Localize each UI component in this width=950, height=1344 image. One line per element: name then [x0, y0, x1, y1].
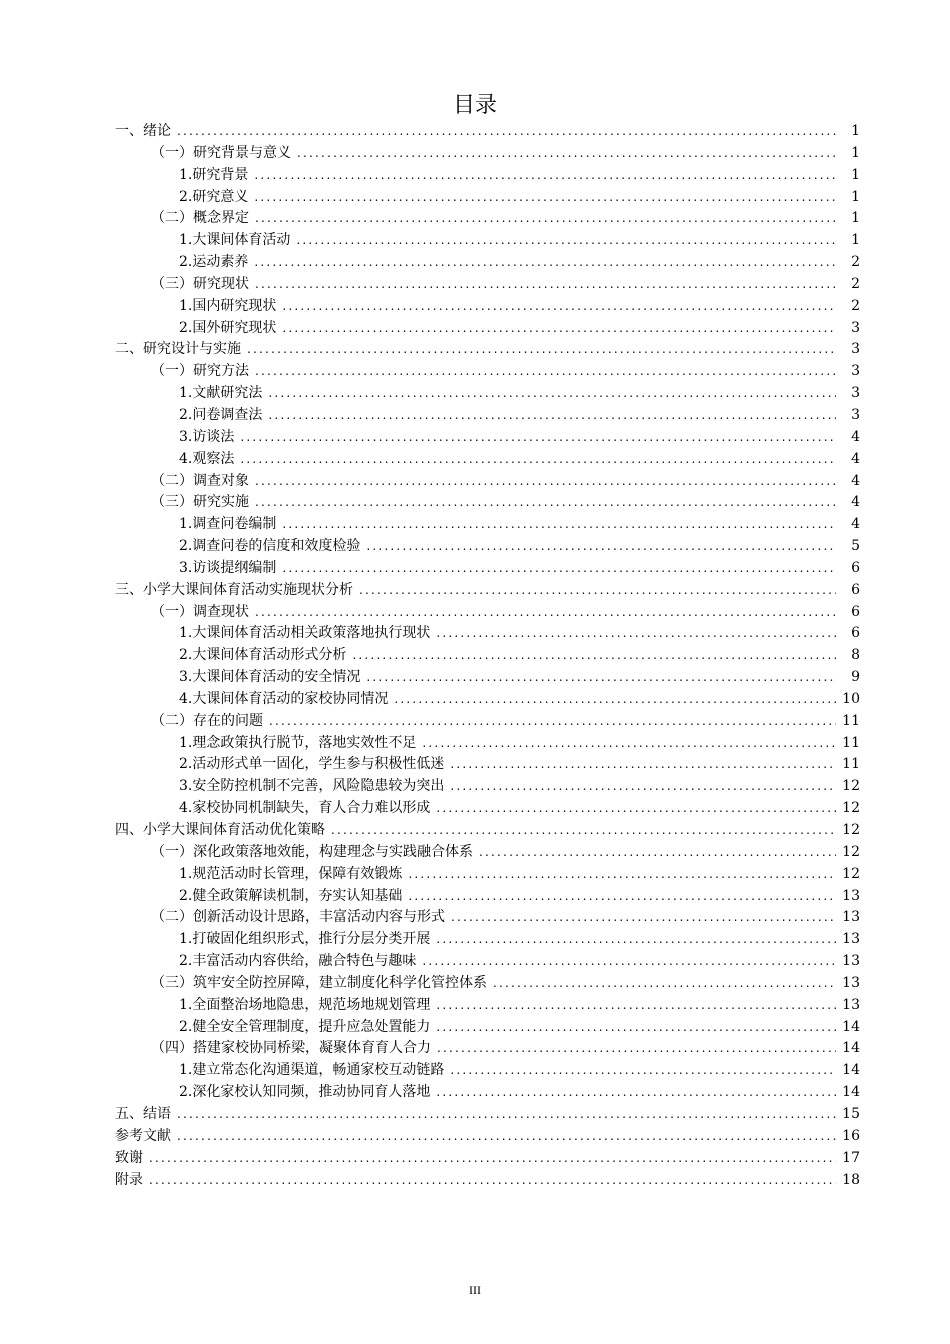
- toc-entry-title: （三）研究现状: [151, 275, 249, 292]
- toc-dot-leader: [254, 165, 836, 187]
- toc-entry-title: （一）深化政策落地效能，构建理念与实践融合体系: [151, 843, 473, 860]
- toc-entry-page-number: 8: [851, 647, 860, 664]
- toc-entry-page-number: 9: [851, 669, 860, 686]
- toc-entry[interactable]: [115, 1126, 860, 1148]
- toc-entry[interactable]: [115, 121, 860, 143]
- toc-entry-title: 1.大课间体育活动相关政策落地执行现状: [179, 625, 431, 642]
- toc-entry[interactable]: [115, 580, 860, 602]
- toc-entry[interactable]: [115, 449, 860, 471]
- toc-entry[interactable]: [115, 798, 860, 820]
- toc-entry-title: 2.活动形式单一固化，学生参与积极性低迷: [179, 756, 445, 773]
- toc-dot-leader: [296, 230, 836, 252]
- toc-entry[interactable]: [115, 187, 860, 209]
- toc-entry[interactable]: [115, 711, 860, 733]
- toc-entry-title: 致谢: [115, 1149, 143, 1166]
- toc-entry[interactable]: [115, 471, 860, 493]
- toc-entry-page-number: 12: [842, 800, 860, 817]
- toc-dot-leader: [240, 449, 836, 471]
- toc-entry-page-number: 12: [842, 778, 860, 795]
- toc-entry-page-number: 15: [842, 1105, 860, 1122]
- toc-entry-title: 3.安全防控机制不完善，风险隐患较为突出: [179, 778, 445, 795]
- toc-entry-title: 2.健全政策解读机制，夯实认知基础: [179, 887, 403, 904]
- toc-entry[interactable]: [115, 536, 860, 558]
- toc-entry[interactable]: [115, 951, 860, 973]
- toc-entry[interactable]: [115, 623, 860, 645]
- toc-entry-title: 1.规范活动时长管理，保障有效锻炼: [179, 865, 403, 882]
- toc-entry-page-number: 4: [851, 494, 860, 511]
- toc-dot-leader: [450, 776, 836, 798]
- toc-entry[interactable]: [115, 339, 860, 361]
- toc-entry-page-number: 4: [851, 450, 860, 467]
- toc-dot-leader: [268, 405, 836, 427]
- toc-entry[interactable]: [115, 1170, 860, 1192]
- toc-dot-leader: [436, 995, 836, 1017]
- toc-entry[interactable]: [115, 733, 860, 755]
- toc-entry-page-number: 5: [851, 538, 860, 555]
- toc-dot-leader: [240, 427, 836, 449]
- toc-dot-leader: [436, 798, 836, 820]
- toc-entry-page-number: 4: [851, 428, 860, 445]
- toc-entry-page-number: 13: [842, 909, 860, 926]
- toc-entry-title: （一）研究方法: [151, 363, 249, 380]
- toc-entry-title: （二）创新活动设计思路，丰富活动内容与形式: [151, 909, 445, 926]
- toc-entry-page-number: 6: [851, 559, 860, 576]
- toc-entry-page-number: 1: [851, 166, 860, 183]
- toc-entry-title: 2.健全安全管理制度，提升应急处置能力: [179, 1018, 431, 1035]
- toc-entry[interactable]: [115, 602, 860, 624]
- toc-entry[interactable]: [115, 405, 860, 427]
- page-title: 目录: [452, 93, 497, 118]
- toc-entry-title: 1.全面整治场地隐患，规范场地规划管理: [179, 996, 431, 1013]
- toc-entry[interactable]: [115, 1038, 860, 1060]
- toc-dot-leader: [269, 711, 836, 733]
- toc-entry-title: 四、小学大课间体育活动优化策略: [115, 822, 325, 838]
- toc-entry-page-number: 1: [851, 123, 860, 139]
- toc-entry-title: （一）调查现状: [151, 603, 249, 620]
- toc-entry[interactable]: [115, 383, 860, 405]
- toc-entry-title: 2.研究意义: [179, 188, 249, 205]
- toc-dot-leader: [282, 514, 836, 536]
- toc-entry-page-number: 3: [851, 385, 860, 402]
- toc-dot-leader: [255, 361, 836, 383]
- toc-entry[interactable]: [115, 973, 860, 995]
- toc-entry-title: 1.打破固化组织形式，推行分层分类开展: [179, 931, 431, 948]
- toc-entry[interactable]: [115, 274, 860, 296]
- toc-dot-leader: [359, 580, 836, 602]
- toc-entry[interactable]: [115, 143, 860, 165]
- toc-entry-title: （四）搭建家校协同桥梁，凝聚体育育人合力: [151, 1040, 431, 1057]
- toc-dot-leader: [436, 1082, 836, 1104]
- toc-entry[interactable]: [115, 864, 860, 886]
- toc-entry-page-number: 12: [842, 822, 860, 838]
- toc-entry[interactable]: [115, 1082, 860, 1104]
- toc-entry-page-number: 13: [842, 974, 860, 991]
- toc-entry[interactable]: [115, 230, 860, 252]
- toc-dot-leader: [451, 907, 836, 929]
- toc-entry-page-number: 1: [851, 144, 860, 161]
- toc-entry-title: 1.理念政策执行脱节，落地实效性不足: [179, 734, 417, 751]
- toc-entry-title: 2.问卷调查法: [179, 406, 263, 423]
- toc-entry-title: 参考文献: [115, 1127, 171, 1144]
- toc-entry-page-number: 1: [851, 188, 860, 205]
- toc-dot-leader: [352, 645, 836, 667]
- toc-entry[interactable]: [115, 667, 860, 689]
- toc-entry[interactable]: [115, 929, 860, 951]
- toc-dot-leader: [436, 1017, 836, 1039]
- toc-entry-page-number: 13: [842, 953, 860, 970]
- toc-dot-leader: [177, 1126, 836, 1148]
- toc-entry-title: （二）调查对象: [151, 472, 249, 489]
- toc-entry[interactable]: [115, 907, 860, 929]
- toc-entry-page-number: 11: [842, 712, 860, 729]
- toc-entry-page-number: 6: [851, 603, 860, 620]
- toc-dot-leader: [422, 733, 836, 755]
- toc-entry-page-number: 16: [842, 1127, 860, 1144]
- toc-entry[interactable]: [115, 318, 860, 340]
- toc-dot-leader: [450, 1060, 836, 1082]
- toc-dot-leader: [177, 1104, 836, 1126]
- toc-entry-page-number: 1: [851, 232, 860, 249]
- toc-entry-title: 2.大课间体育活动形式分析: [179, 647, 347, 664]
- toc-entry-title: 三、小学大课间体育活动实施现状分析: [115, 581, 353, 598]
- toc-entry-title: 3.访谈法: [179, 428, 235, 445]
- toc-entry-page-number: 18: [842, 1171, 860, 1188]
- toc-dot-leader: [366, 667, 836, 689]
- toc-dot-leader: [331, 820, 836, 842]
- toc-entry-title: 3.访谈提纲编制: [179, 559, 277, 576]
- toc-entry-title: （三）研究实施: [151, 494, 249, 511]
- toc-dot-leader: [255, 208, 836, 230]
- toc-dot-leader: [149, 1148, 836, 1170]
- toc-dot-leader: [436, 623, 836, 645]
- toc-entry-page-number: 3: [851, 406, 860, 423]
- toc-entry-title: （二）概念界定: [151, 210, 249, 227]
- page-number-footer: III: [469, 1283, 481, 1297]
- toc-entry-page-number: 6: [851, 581, 860, 598]
- toc-entry[interactable]: [115, 689, 860, 711]
- toc-entry-title: 五、结语: [115, 1105, 171, 1122]
- toc-entry-title: （三）筑牢安全防控屏障，建立制度化科学化管控体系: [151, 974, 487, 991]
- toc-entry-page-number: 3: [851, 341, 860, 358]
- toc-entry-title: 4.观察法: [179, 450, 235, 467]
- toc-entry[interactable]: [115, 165, 860, 187]
- toc-entry-title: （一）研究背景与意义: [151, 144, 291, 161]
- toc-entry-page-number: 3: [851, 363, 860, 380]
- toc-entry[interactable]: [115, 492, 860, 514]
- toc-entry-page-number: 13: [842, 996, 860, 1013]
- toc-entry-page-number: 14: [842, 1062, 860, 1079]
- toc-entry-title: 2.运动素养: [179, 254, 249, 271]
- toc-entry-title: 2.深化家校认知同频，推动协同育人落地: [179, 1084, 431, 1101]
- toc-dot-leader: [479, 842, 836, 864]
- toc-entry-page-number: 10: [842, 690, 860, 707]
- toc-entry[interactable]: [115, 1148, 860, 1170]
- toc-entry-title: 2.调查问卷的信度和效度检验: [179, 538, 361, 555]
- toc-entry[interactable]: [115, 296, 860, 318]
- toc-entry-page-number: 13: [842, 887, 860, 904]
- toc-entry-page-number: 12: [842, 843, 860, 860]
- toc-entry[interactable]: [115, 995, 860, 1017]
- toc-entry[interactable]: [115, 252, 860, 274]
- toc-dot-leader: [394, 689, 836, 711]
- toc-entry-page-number: 14: [842, 1018, 860, 1035]
- toc-entry-title: 1.国内研究现状: [179, 297, 277, 314]
- toc-entry-title: 附录: [115, 1171, 143, 1188]
- toc-entry-page-number: 14: [842, 1040, 860, 1057]
- toc-entry-page-number: 11: [842, 756, 860, 773]
- toc-entry[interactable]: [115, 776, 860, 798]
- toc-entry-title: 1.建立常态化沟通渠道，畅通家校互动链路: [179, 1062, 445, 1079]
- toc-entry[interactable]: [115, 1104, 860, 1126]
- toc-entry-title: 1.大课间体育活动: [179, 232, 291, 249]
- toc-entry-title: 1.研究背景: [179, 166, 249, 183]
- toc-entry-page-number: 13: [842, 931, 860, 948]
- toc-entry-page-number: 2: [851, 297, 860, 314]
- toc-entry-page-number: 12: [842, 865, 860, 882]
- toc-entry-page-number: 11: [842, 734, 860, 751]
- toc-dot-leader: [268, 383, 836, 405]
- toc-entry-title: 3.大课间体育活动的安全情况: [179, 669, 361, 686]
- toc-entry-page-number: 2: [851, 254, 860, 271]
- toc-entry[interactable]: [115, 1060, 860, 1082]
- toc-entry-title: 一、绪论: [115, 123, 171, 139]
- toc-entry-title: （二）存在的问题: [151, 712, 263, 729]
- toc-entry-title: 4.家校协同机制缺失，育人合力难以形成: [179, 800, 431, 817]
- toc-entry[interactable]: [115, 427, 860, 449]
- toc-dot-leader: [177, 121, 836, 143]
- toc-entry[interactable]: [115, 361, 860, 383]
- toc-entry-page-number: 1: [851, 210, 860, 227]
- toc-entry-title: 4.大课间体育活动的家校协同情况: [179, 690, 389, 707]
- toc-entry[interactable]: [115, 886, 860, 908]
- toc-entry-title: 1.调查问卷编制: [179, 516, 277, 533]
- toc-dot-leader: [255, 492, 836, 514]
- toc-dot-leader: [282, 558, 836, 580]
- toc-dot-leader: [254, 252, 836, 274]
- toc-dot-leader: [149, 1170, 836, 1192]
- toc-entry[interactable]: [115, 208, 860, 230]
- toc-dot-leader: [408, 864, 836, 886]
- toc-dot-leader: [422, 951, 836, 973]
- toc-entry[interactable]: [115, 645, 860, 667]
- toc-dot-leader: [255, 602, 836, 624]
- toc-dot-leader: [450, 754, 836, 776]
- toc-entry-page-number: 4: [851, 516, 860, 533]
- toc-dot-leader: [255, 274, 836, 296]
- toc-entry-page-number: 6: [851, 625, 860, 642]
- toc-dot-leader: [255, 471, 836, 493]
- toc-entry-title: 2.丰富活动内容供给，融合特色与趣味: [179, 953, 417, 970]
- toc-entry-page-number: 4: [851, 472, 860, 489]
- toc-entry[interactable]: [115, 754, 860, 776]
- toc-entry[interactable]: [115, 1017, 860, 1039]
- toc-entry-page-number: 2: [851, 275, 860, 292]
- toc-entry-title: 二、研究设计与实施: [115, 341, 241, 358]
- toc-entry-page-number: 3: [851, 319, 860, 336]
- toc-dot-leader: [297, 143, 836, 165]
- toc-dot-leader: [247, 339, 836, 361]
- toc-dot-leader: [493, 973, 836, 995]
- toc-dot-leader: [436, 929, 836, 951]
- toc-dot-leader: [254, 187, 836, 209]
- toc-entry[interactable]: [115, 842, 860, 864]
- toc-entry[interactable]: [115, 558, 860, 580]
- toc-dot-leader: [282, 296, 836, 318]
- toc-entry[interactable]: [115, 820, 860, 842]
- toc-entry-page-number: 14: [842, 1084, 860, 1101]
- toc-dot-leader: [437, 1038, 836, 1060]
- table-of-contents: [115, 121, 860, 1191]
- toc-entry[interactable]: [115, 514, 860, 536]
- toc-entry-title: 2.国外研究现状: [179, 319, 277, 336]
- toc-dot-leader: [282, 318, 836, 340]
- toc-entry-page-number: 17: [842, 1149, 860, 1166]
- toc-dot-leader: [408, 886, 836, 908]
- toc-entry-title: 1.文献研究法: [179, 385, 263, 402]
- toc-dot-leader: [366, 536, 836, 558]
